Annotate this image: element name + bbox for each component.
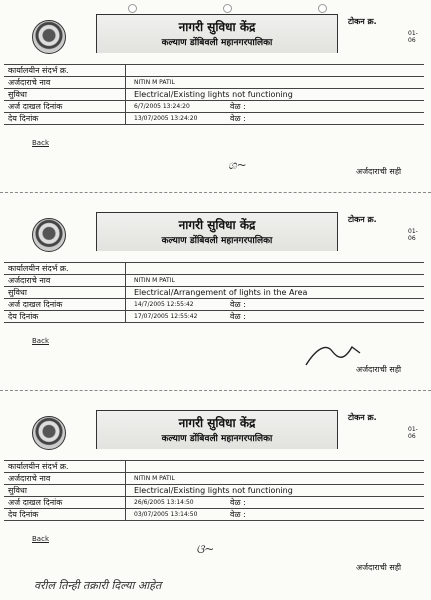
token-value: 01-06 <box>408 30 418 44</box>
signature-label: अर्जदाराची सही <box>356 167 402 176</box>
receipt-header <box>4 10 424 60</box>
row-facility <box>4 286 424 298</box>
municipal-seal-icon <box>32 20 66 54</box>
header-subtitle: कल्याण डोंबिवली महानगरपालिका <box>161 38 273 48</box>
row-facility <box>4 484 424 496</box>
header-box <box>96 410 338 449</box>
signature-scribble: ශ~ <box>228 158 247 172</box>
due-date-value: 13/07/2005 13:24:20 <box>134 115 198 122</box>
signature-scribble: ଓ~ <box>196 542 215 556</box>
signature-scribble <box>304 339 364 369</box>
cut-line <box>0 192 431 193</box>
header-title: नागरी सुविधा केंद्र <box>178 218 256 232</box>
row-filed-date <box>4 100 424 112</box>
row-reference <box>4 64 424 76</box>
header-subtitle: कल्याण डोंबिवली महानगरपालिका <box>161 236 273 246</box>
reference-label: कार्यालयीन संदर्भ क्र. <box>4 461 126 472</box>
filed-time-label: वेळ : <box>230 498 246 507</box>
token-label: टोकन क्र. <box>348 413 377 422</box>
row-due-date <box>4 508 424 521</box>
header-title: नागरी सुविधा केंद्र <box>178 416 256 430</box>
signature-label: अर्जदाराची सही <box>356 563 402 572</box>
facility-label: सुविधा <box>4 287 126 298</box>
municipal-seal-icon <box>32 416 66 450</box>
filed-date-label: अर्ज दाखल दिनांक <box>4 101 126 112</box>
header-box <box>96 212 338 251</box>
row-filed-date <box>4 298 424 310</box>
header-box <box>96 14 338 53</box>
due-date-label: देय दिनांक <box>4 113 126 124</box>
back-link[interactable]: Back <box>32 535 49 543</box>
filed-date-value: 6/7/2005 13:24:20 <box>134 103 190 110</box>
due-date-value: 03/07/2005 13:14:50 <box>134 511 198 518</box>
due-date-value: 17/07/2005 12:55:42 <box>134 313 198 320</box>
filed-time-label: वेळ : <box>230 102 246 111</box>
facility-value: Electrical/Existing lights not functioning <box>134 486 293 495</box>
due-time-label: वेळ : <box>230 510 246 519</box>
handwritten-note: वरील तिन्ही तक्रारी दिल्या आहेत <box>34 579 162 592</box>
due-time-label: वेळ : <box>230 114 246 123</box>
details-table <box>4 460 424 521</box>
filed-date-label: अर्ज दाखल दिनांक <box>4 497 126 508</box>
applicant-value: NITIN M PATIL <box>134 79 175 86</box>
due-date-label: देय दिनांक <box>4 509 126 520</box>
municipal-seal-icon <box>32 218 66 252</box>
facility-label: सुविधा <box>4 485 126 496</box>
filed-date-value: 14/7/2005 12:55:42 <box>134 301 194 308</box>
filed-date-label: अर्ज दाखल दिनांक <box>4 299 126 310</box>
reference-label: कार्यालयीन संदर्भ क्र. <box>4 65 126 76</box>
receipt-2 <box>4 204 424 384</box>
row-due-date <box>4 112 424 125</box>
back-link[interactable]: Back <box>32 139 49 147</box>
filed-date-value: 26/6/2005 13:14:50 <box>134 499 194 506</box>
facility-value: Electrical/Arrangement of lights in the Area <box>134 288 308 297</box>
row-facility <box>4 88 424 100</box>
receipt-header <box>4 406 424 456</box>
row-filed-date <box>4 496 424 508</box>
applicant-value: NITIN M PATIL <box>134 475 175 482</box>
token-label: टोकन क्र. <box>348 17 377 26</box>
filed-time-label: वेळ : <box>230 300 246 309</box>
facility-value: Electrical/Existing lights not functioning <box>134 90 293 99</box>
row-applicant <box>4 76 424 88</box>
applicant-label: अर्जदाराचे नाव <box>4 275 126 286</box>
applicant-label: अर्जदाराचे नाव <box>4 473 126 484</box>
applicant-value: NITIN M PATIL <box>134 277 175 284</box>
details-table <box>4 64 424 125</box>
token-value: 01-06 <box>408 228 418 242</box>
reference-label: कार्यालयीन संदर्भ क्र. <box>4 263 126 274</box>
row-reference <box>4 262 424 274</box>
back-link[interactable]: Back <box>32 337 49 345</box>
row-reference <box>4 460 424 472</box>
header-subtitle: कल्याण डोंबिवली महानगरपालिका <box>161 434 273 444</box>
header-title: नागरी सुविधा केंद्र <box>178 20 256 34</box>
receipt-1 <box>4 6 424 186</box>
receipt-header <box>4 208 424 258</box>
applicant-label: अर्जदाराचे नाव <box>4 77 126 88</box>
signature-label: अर्जदाराची सही <box>356 365 402 374</box>
row-applicant <box>4 472 424 484</box>
details-table <box>4 262 424 323</box>
receipt-3 <box>4 402 424 582</box>
cut-line <box>0 390 431 391</box>
token-value: 01-06 <box>408 426 418 440</box>
row-due-date <box>4 310 424 323</box>
due-time-label: वेळ : <box>230 312 246 321</box>
facility-label: सुविधा <box>4 89 126 100</box>
row-applicant <box>4 274 424 286</box>
due-date-label: देय दिनांक <box>4 311 126 322</box>
token-label: टोकन क्र. <box>348 215 377 224</box>
